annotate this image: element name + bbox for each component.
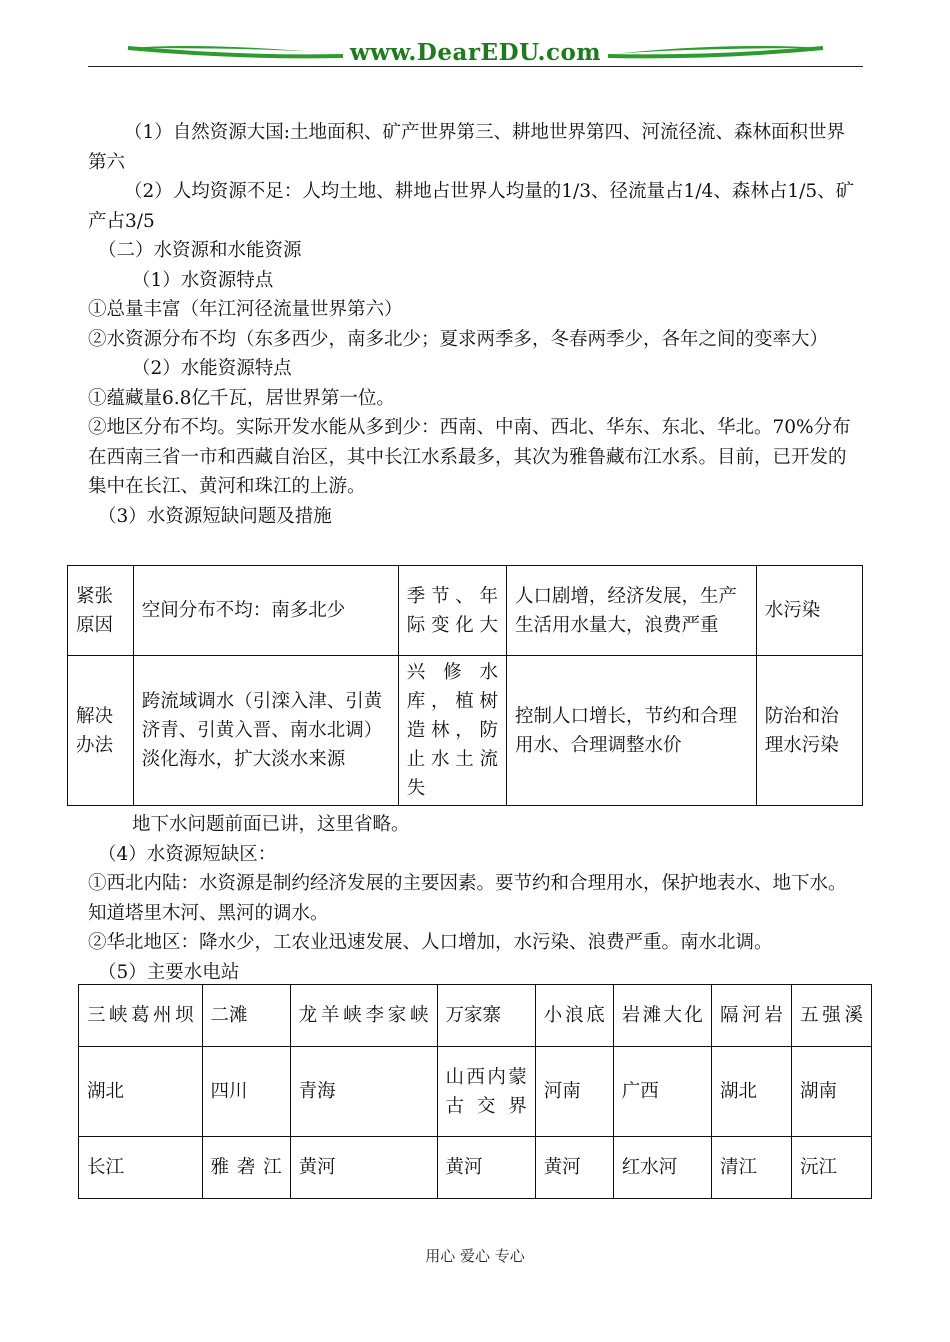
- table-cell: 万家寨: [437, 985, 535, 1047]
- paragraph: ①蕴藏量6.8亿千瓦，居世界第一位。: [88, 387, 395, 409]
- paragraph: 地下水问题前面已讲，这里省略。: [132, 814, 410, 835]
- section-heading: （二）水资源和水能资源: [98, 240, 302, 261]
- water-shortage-table: [67, 565, 863, 806]
- paragraph: ①西北内陆：水资源是制约经济发展的主要因素。要节约和合理用水，保护地表水、地下水。知道塔里木河、黑河的调水。: [88, 873, 847, 924]
- paragraph: （1）自然资源大国:土地面积、矿产世界第三、耕地世界第四、河流径流、森林面积世界第六: [88, 122, 846, 173]
- table-cell: 五强溪: [791, 985, 871, 1047]
- table-row: [79, 1047, 872, 1137]
- table-cell: 控制人口增长，节约和合理用水、合理调整水价: [506, 656, 756, 806]
- table-row: [68, 656, 863, 806]
- table-cell: 小浪底: [535, 985, 613, 1047]
- table-cell: 黄河: [535, 1137, 613, 1199]
- table-cell: 二滩: [202, 985, 290, 1047]
- table-cell: 黄河: [290, 1137, 437, 1199]
- table-cell: 紧张原因: [68, 566, 134, 656]
- table-cell: 岩滩大化: [613, 985, 711, 1047]
- table-cell: 兴修水库，植树造林，防止水土流失: [398, 656, 506, 806]
- table-cell: 山西内蒙古交界: [437, 1047, 535, 1137]
- sub-heading: （1）水资源特点: [132, 269, 274, 291]
- table-cell: 四川: [202, 1047, 290, 1137]
- document-body: [88, 118, 863, 531]
- paragraph: （2）人均资源不足：人均土地、耕地占世界人均量的1/3、径流量占1/4、森林占1/5、矿产占3/5: [88, 181, 855, 232]
- table-cell: 防治和治理水污染: [756, 656, 862, 806]
- page-footer: 用心 爱心 专心: [425, 1247, 525, 1265]
- table-cell: 清江: [711, 1137, 791, 1199]
- table-cell: 空间分布不均：南多北少: [133, 566, 398, 656]
- table-cell: 跨流域调水（引滦入津、引黄济青、引黄入晋、南水北调）淡化海水，扩大淡水来源: [133, 656, 398, 806]
- header-divider: [88, 66, 863, 67]
- table-cell: 三峡葛州坝: [79, 985, 203, 1047]
- sub-heading: （3）水资源短缺问题及措施: [98, 505, 332, 527]
- table-cell: 解决办法: [68, 656, 134, 806]
- table-row: [79, 985, 872, 1047]
- hydropower-stations-table: [78, 984, 872, 1199]
- site-logo[interactable]: www.DearEDU.com: [349, 39, 602, 66]
- sub-heading: （5）主要水电站: [98, 961, 240, 983]
- paragraph: ②水资源分布不均（东多西少，南多北少；夏求两季多，冬春两季少，各年之间的变率大）: [88, 328, 829, 350]
- sub-heading: （4）水资源短缺区：: [98, 843, 277, 865]
- table-cell: 广西: [613, 1047, 711, 1137]
- table-cell: 河南: [535, 1047, 613, 1137]
- document-body-continued: [88, 810, 863, 987]
- paragraph: ②地区分布不均。实际开发水能从多到少：西南、中南、西北、华东、东北、华北。70%分布在西南三省一市和西藏自治区，其中长江水系最多，其次为雅鲁藏布江水系。目前，已开发的集中在长江、黄河和珠江的上游。: [88, 417, 851, 497]
- table-cell: 红水河: [613, 1137, 711, 1199]
- table-cell: 湖北: [711, 1047, 791, 1137]
- sub-heading: （2）水能资源特点: [132, 358, 292, 379]
- paragraph: ②华北地区：降水少，工农业迅速发展、人口增加，水污染、浪费严重。南水北调。: [88, 932, 773, 953]
- table-cell: 隔河岩: [711, 985, 791, 1047]
- table-cell: 黄河: [437, 1137, 535, 1199]
- table-cell: 雅砻江: [202, 1137, 290, 1199]
- table-row: [68, 566, 863, 656]
- table-cell: 湖北: [79, 1047, 203, 1137]
- table-cell: 龙羊峡李家峡: [290, 985, 437, 1047]
- table-cell: 长江: [79, 1137, 203, 1199]
- paragraph: ①总量丰富（年江河径流量世界第六）: [88, 299, 403, 320]
- table-row: [79, 1137, 872, 1199]
- table-cell: 水污染: [756, 566, 862, 656]
- table-cell: 湖南: [791, 1047, 871, 1137]
- table-cell: 沅江: [791, 1137, 871, 1199]
- table-cell: 人口剧增，经济发展，生产生活用水量大，浪费严重: [506, 566, 756, 656]
- table-cell: 青海: [290, 1047, 437, 1137]
- site-header: [88, 36, 863, 70]
- table-cell: 季节、年际变化大: [398, 566, 506, 656]
